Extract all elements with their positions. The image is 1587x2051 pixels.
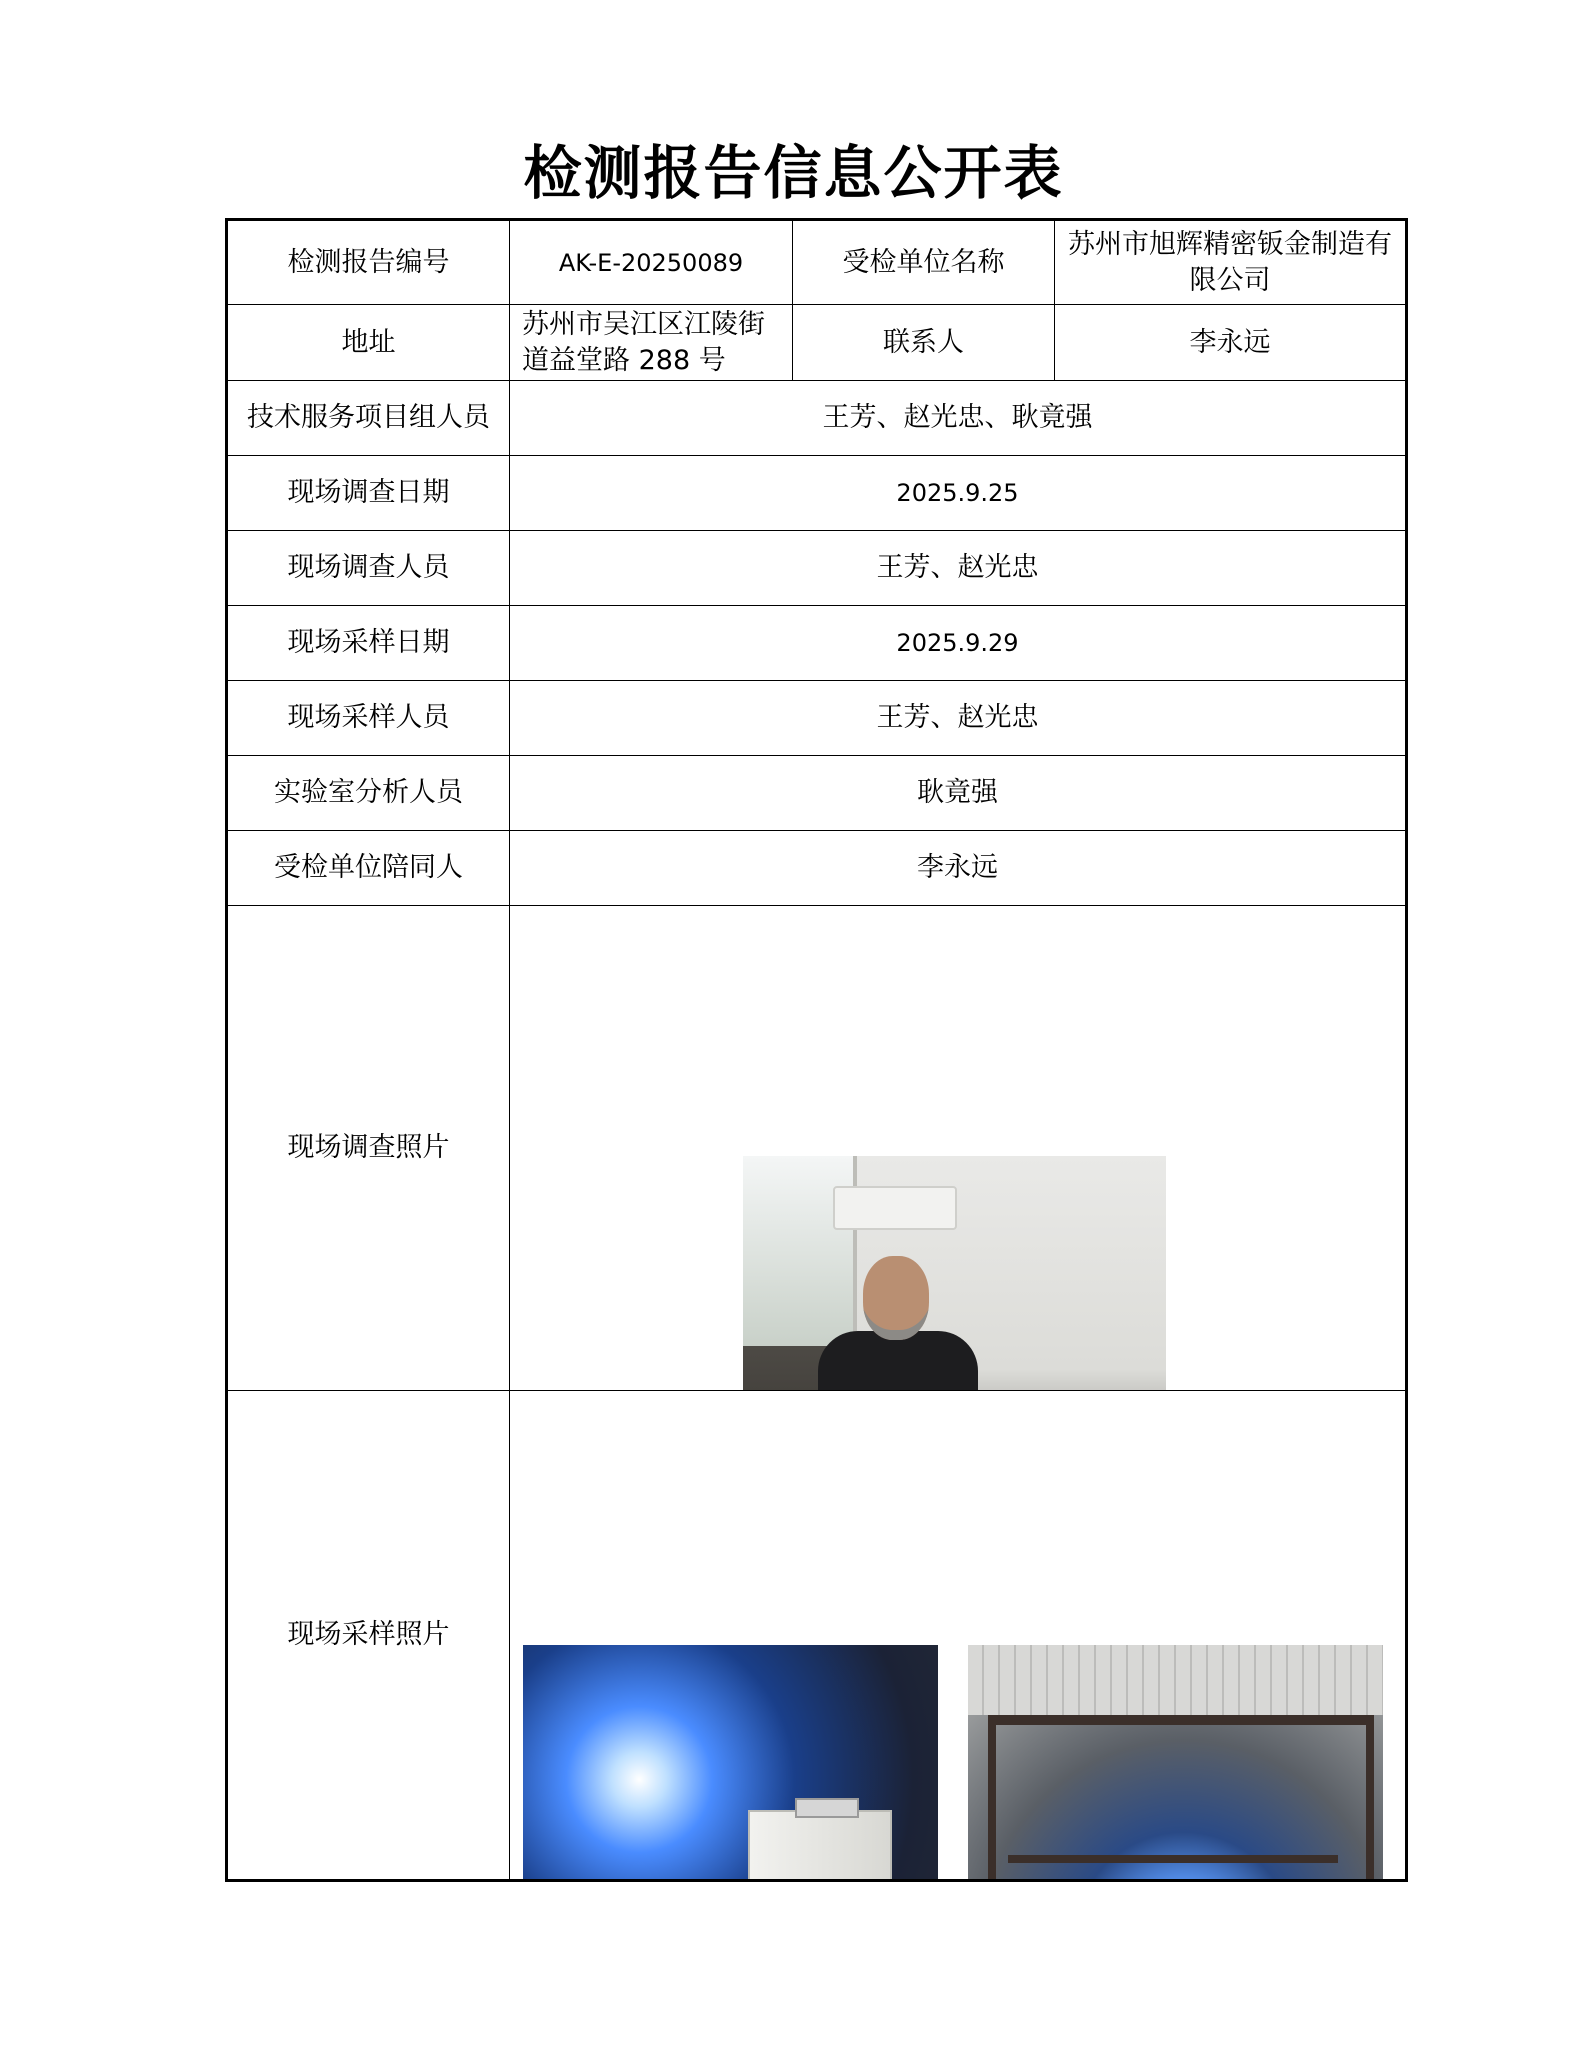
lab-staff-value: 耿竟强 [510, 756, 1407, 831]
table-row [227, 606, 1407, 681]
table-row [227, 531, 1407, 606]
page-title: 检测报告信息公开表 [523, 139, 1064, 207]
sampling-date-label: 现场采样日期 [227, 606, 510, 681]
survey-photo-cell [510, 906, 1407, 1391]
survey-photo [743, 1156, 1166, 1391]
table-row [227, 220, 1407, 305]
unit-name-value: 苏州市旭辉精密钣金制造有限公司 [1055, 220, 1407, 305]
sampling-photo-cell [510, 1391, 1407, 1881]
unit-name-label: 受检单位名称 [793, 220, 1055, 305]
table-row [227, 756, 1407, 831]
survey-staff-value: 王芳、赵光忠 [510, 531, 1407, 606]
table-row [227, 305, 1407, 381]
escort-value: 李永远 [510, 831, 1407, 906]
escort-label: 受检单位陪同人 [227, 831, 510, 906]
lab-staff-label: 实验室分析人员 [227, 756, 510, 831]
table-row [227, 1391, 1407, 1881]
sampling-staff-label: 现场采样人员 [227, 681, 510, 756]
sampling-date-value: 2025.9.29 [510, 606, 1407, 681]
sampling-photo-label: 现场采样照片 [227, 1391, 510, 1881]
address-label: 地址 [227, 305, 510, 381]
table-row [227, 831, 1407, 906]
contact-label: 联系人 [793, 305, 1055, 381]
sampling-photo-device [523, 1645, 938, 1881]
table-row [227, 456, 1407, 531]
survey-date-label: 现场调查日期 [227, 456, 510, 531]
survey-date-value: 2025.9.25 [510, 456, 1407, 531]
report-info-table [225, 218, 1408, 1882]
contact-value: 李永远 [1055, 305, 1407, 381]
sampling-photo-welding [968, 1645, 1383, 1881]
address-value: 苏州市吴江区江陵街道益堂路 288 号 [510, 305, 793, 381]
table-row [227, 906, 1407, 1391]
table-row [227, 681, 1407, 756]
survey-staff-label: 现场调查人员 [227, 531, 510, 606]
survey-photo-label: 现场调查照片 [227, 906, 510, 1391]
sampling-staff-value: 王芳、赵光忠 [510, 681, 1407, 756]
table-row [227, 381, 1407, 456]
report-no-label: 检测报告编号 [227, 220, 510, 305]
report-no-value: AK-E-20250089 [510, 220, 793, 305]
team-value: 王芳、赵光忠、耿竟强 [510, 381, 1407, 456]
team-label: 技术服务项目组人员 [227, 381, 510, 456]
